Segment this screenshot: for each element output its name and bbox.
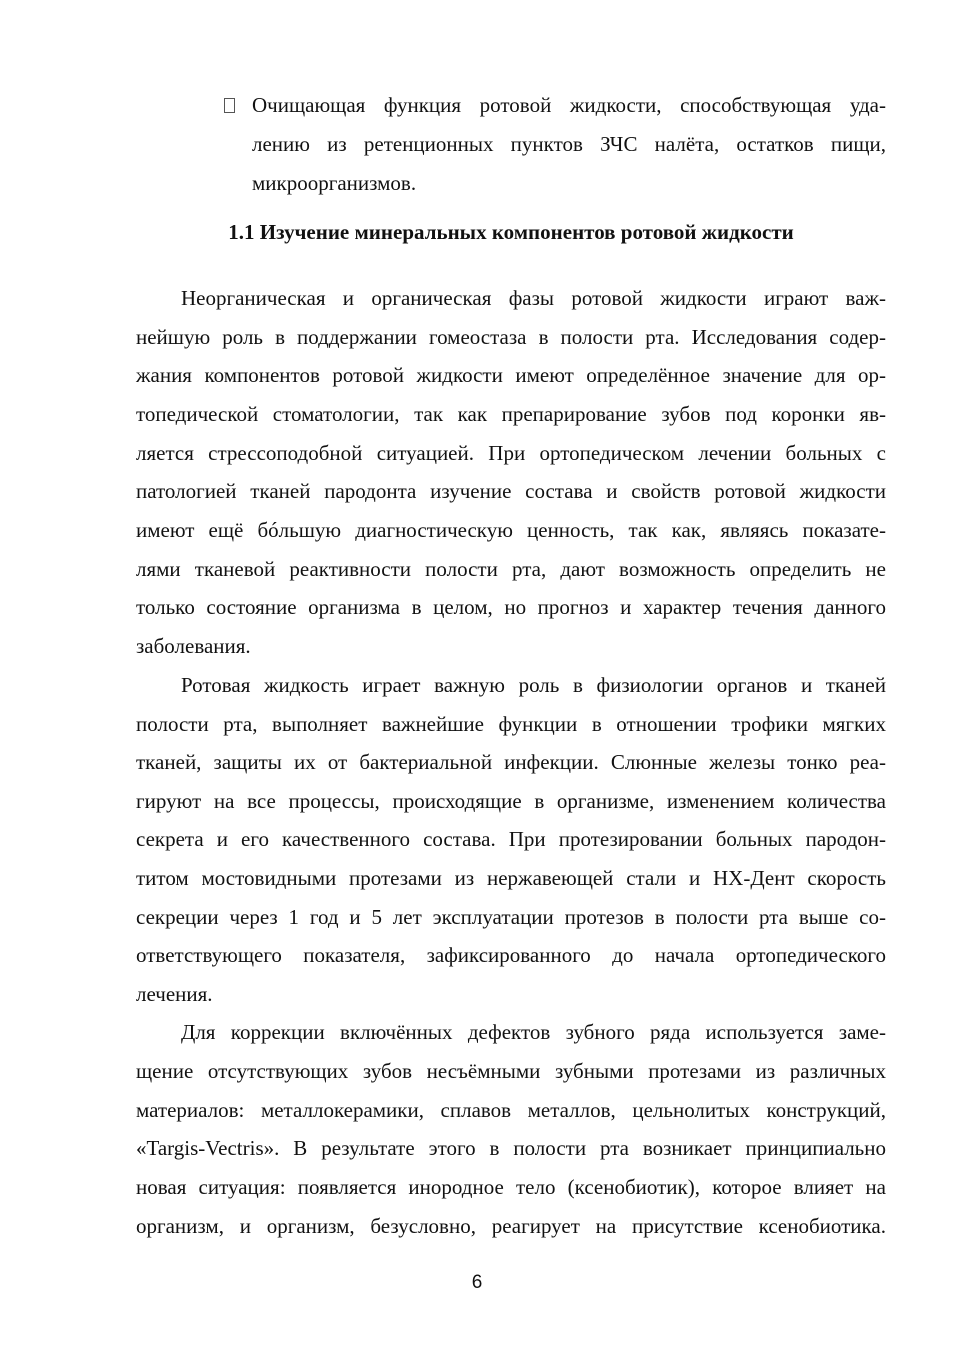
paragraph-2-line: лечения. xyxy=(136,982,213,1006)
paragraph-1-line: имеют ещё бóльшую диагностическую ценность, так как, являясь показате- xyxy=(136,518,886,542)
paragraph-3-line: Для коррекции включённых дефектов зубного ряда используется заме- xyxy=(181,1020,886,1044)
paragraph-2-line: секрета и его качественного состава. При протезировании больных пародон- xyxy=(136,827,886,851)
paragraph-1-line: патологией тканей пародонта изучение состава и свойств ротовой жидкости xyxy=(136,479,886,503)
section-heading: 1.1 Изучение минеральных компонентов ротовой жидкости xyxy=(228,220,794,244)
paragraph-3-line: щение отсутствующих зубов несъёмными зубными протезами из различных xyxy=(136,1059,886,1083)
bullet-line: микроорганизмов. xyxy=(252,171,417,195)
paragraph-1-line: топедической стоматологии, так как препарирование зубов под коронки яв- xyxy=(136,402,886,426)
paragraph-2-line: секреции через 1 год и 5 лет эксплуатации протезов в полости рта выше со- xyxy=(136,905,886,929)
paragraph-1-line: ляется стрессоподобной ситуацией. При ортопедическом лечении больных с xyxy=(136,441,886,465)
paragraph-1-line: лями тканевой реактивности полости рта, дают возможность определить не xyxy=(136,557,886,581)
paragraph-3-line: материалов: металлокерамики, сплавов металлов, цельнолитых конструкций, xyxy=(136,1098,886,1122)
bullet-box-icon xyxy=(224,98,235,113)
bullet-line: Очищающая функция ротовой жидкости, способствующая уда- xyxy=(252,93,886,117)
paragraph-2-line: гируют на все процессы, происходящие в организме, изменением количества xyxy=(136,789,886,813)
paragraph-2-line: титом мостовидными протезами из нержавеющей стали и НХ-Дент скорость xyxy=(136,866,886,890)
paragraph-2-line: Ротовая жидкость играет важную роль в физиологии органов и тканей xyxy=(181,673,886,697)
paragraph-1-line: Неорганическая и органическая фазы ротовой жидкости играют важ- xyxy=(181,286,886,310)
paragraph-2-line: тканей, защиты их от бактериальной инфекции. Слюнные железы тонко реа- xyxy=(136,750,886,774)
paragraph-2-line: полости рта, выполняет важнейшие функции в отношении трофики мягких xyxy=(136,712,886,736)
page-number: 6 xyxy=(471,1272,483,1293)
paragraph-3-line: организм, и организм, безусловно, реагирует на присутствие ксенобиотика. xyxy=(136,1214,886,1238)
bullet-line: лению из ретенционных пунктов ЗЧС налёта, остатков пищи, xyxy=(252,132,886,156)
paragraph-1-line: только состояние организма в целом, но прогноз и характер течения данного xyxy=(136,595,886,619)
paragraph-1-line: нейшую роль в поддержании гомеостаза в полости рта. Исследования содер- xyxy=(136,325,886,349)
paragraph-2-line: ответствующего показателя, зафиксированного до начала ортопедического xyxy=(136,943,886,967)
paragraph-1-line: жания компонентов ротовой жидкости имеют определённое значение для ор- xyxy=(136,363,886,387)
paragraph-3-line: «Targis-Vectris». В результате этого в полости рта возникает принципиально xyxy=(136,1136,886,1160)
paragraph-1-line: заболевания. xyxy=(136,634,251,658)
paragraph-3-line: новая ситуация: появляется инородное тело (ксенобиотик), которое влияет на xyxy=(136,1175,886,1199)
